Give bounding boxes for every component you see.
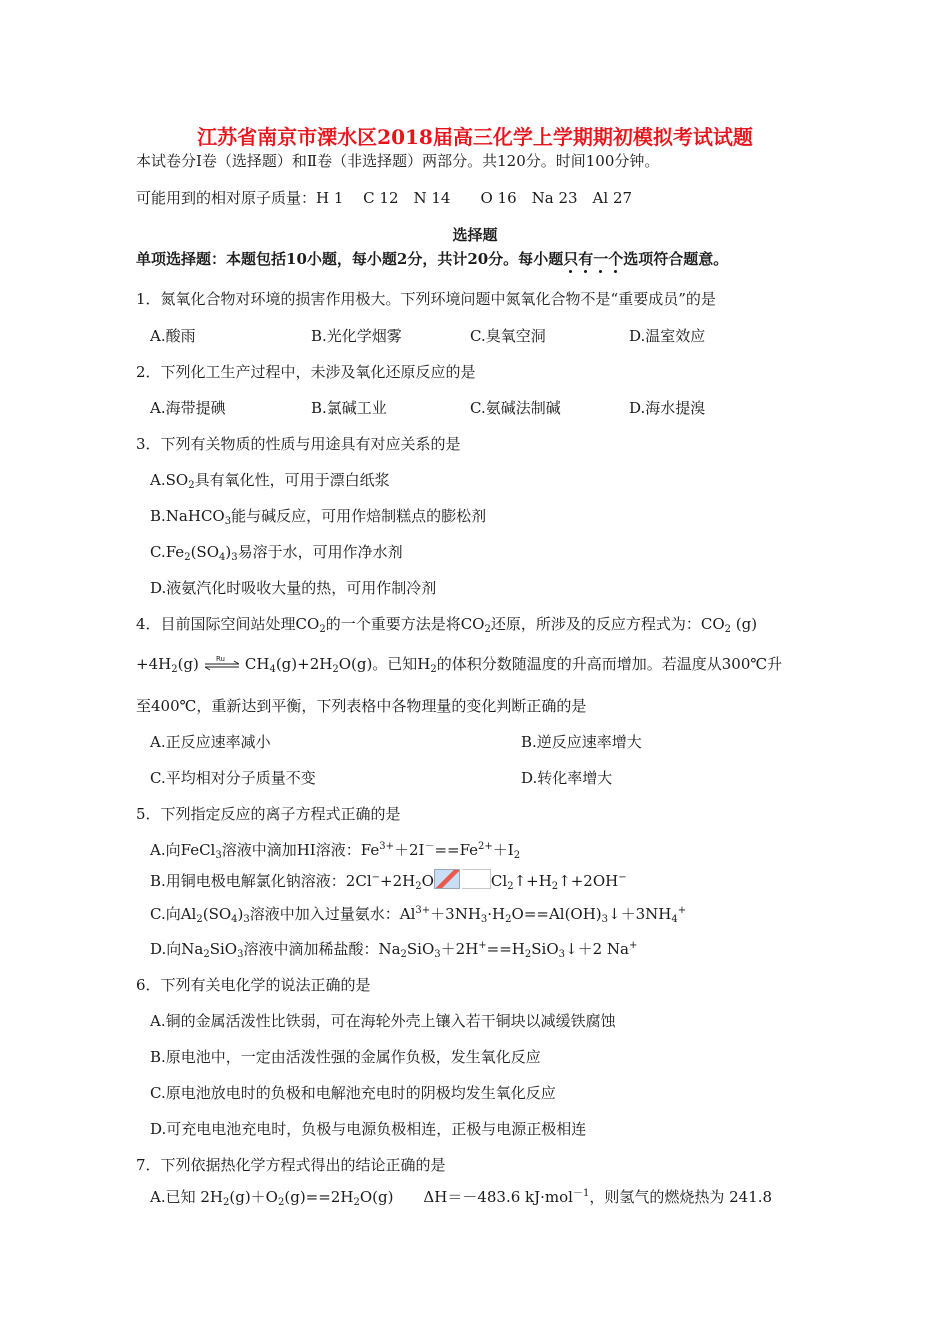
q5-stem: 5．下列指定反应的离子方程式正确的是 <box>136 805 401 823</box>
q1-option-b: B.光化学烟雾 <box>311 327 402 345</box>
q6-option-c: C.原电池放电时的负极和电解池充电时的阴极均发生氧化反应 <box>150 1084 556 1102</box>
q1-option-a: A.酸雨 <box>150 327 196 345</box>
exam-title: 江苏省南京市溧水区2018届高三化学上学期期初模拟考试试题 <box>197 125 753 149</box>
q5-option-d: D.向$Na_2SiO_3$溶液中滴加稀盐酸：$Na_2SiO_3+2H^+==H_2SiO_3↓+2$ Na+ <box>150 940 638 960</box>
q2-option-a: A.海带提碘 <box>150 399 226 417</box>
q4-stem-line-3: 至400℃，重新达到平衡，下列表格中各物理量的变化判断正确的是 <box>136 697 587 715</box>
section-heading: 选择题 <box>452 226 498 244</box>
q2-option-d: D.海水提溴 <box>629 399 706 417</box>
q3-option-b: B.NaHCO$_3$能与碱反应，可用作焙制糕点的膨松剂 <box>150 507 487 527</box>
q2-option-b: B.氯碱工业 <box>311 399 387 417</box>
q7-option-a: A.已知 $2H_2(g)+O_2(g)==2H_2O(g)$ ΔH＝－483.6 kJ·mol$^{-1}$，则氢气的燃烧热为 241.8 <box>150 1188 773 1208</box>
q6-option-a: A.铜的金属活泼性比铁弱，可在海轮外壳上镶入若干铜块以减缓铁腐蚀 <box>150 1012 616 1030</box>
q1-option-d: D.温室效应 <box>629 327 706 345</box>
q4-option-a: A.正反应速率减小 <box>150 733 271 751</box>
q6-option-b: B.原电池中，一定由活泼性强的金属作负极，发生氧化反应 <box>150 1048 541 1066</box>
broken-image-icon <box>434 869 460 889</box>
instruction-text-b: 选项符合题意。 <box>623 250 729 268</box>
q3-option-d: D.液氨汽化时吸收大量的热，可用作制冷剂 <box>150 579 437 597</box>
q4-option-c: C.平均相对分子质量不变 <box>150 769 316 787</box>
q4-option-d: D.转化率增大 <box>521 769 613 787</box>
q2-option-c: C.氨碱法制碱 <box>470 399 561 417</box>
q6-option-d: D.可充电电池充电时，负极与电源负极相连，正极与电源正极相连 <box>150 1120 587 1138</box>
q3-option-c: $C.Fe_2(SO_4)_3$易溶于水，可用作净水剂 <box>150 543 403 563</box>
q3-option-a: $A.SO_2$具有氧化性，可用于漂白纸浆 <box>150 471 390 491</box>
q4-stem-line-1: 4．目前国际空间站处理$CO_2$的一个重要方法是将$CO_2$还原，所涉及的反应方程式为：$CO_2$ (g) <box>136 615 758 635</box>
q2-stem: 2．下列化工生产过程中，未涉及氧化还原反应的是 <box>136 363 476 381</box>
q4-stem-line-2: $+4H_2(g)$ Ru $CH_4(g)+2H_2O(g)$。已知$H_2$的体积分数随温度的升高而增加。若温度从300℃升 <box>136 655 783 675</box>
q5-option-b: B.用铜电极电解氯化钠溶液：$2Cl^-+2H_2O$ $Cl_2↑+H_2↑+2OH^-$ <box>150 869 627 891</box>
emphasis-char: 只 <box>563 250 579 268</box>
image-placeholder <box>462 869 491 889</box>
intro-line-2: 可能用到的相对原子质量：H 1 C 12 N 14 O 16 Na 23 Al 27 <box>136 189 633 207</box>
reversible-arrow-icon <box>203 654 241 672</box>
emphasis-char: 个 <box>608 250 624 268</box>
q1-stem: 1．氮氧化合物对环境的损害作用极大。下列环境问题中氮氧化合物不是“重要成员”的是 <box>136 290 716 308</box>
q7-stem: 7．下列依据热化学方程式得出的结论正确的是 <box>136 1156 446 1174</box>
q4-option-b: B.逆反应速率增大 <box>521 733 642 751</box>
instruction-text-a: 单项选择题：本题包括10小题，每小题2分，共计20分。每小题 <box>136 250 564 268</box>
q5-option-a: A.向FeCl$_3$溶液中滴加HI溶液：$Fe^{3+}+2I^-==Fe^{2+}+I_2$ <box>150 841 521 861</box>
catalyst-label: Ru <box>215 655 225 663</box>
q5-option-c: C.向$Al_2(SO_4)_3$溶液中加入过量氨水：$Al^{3+}+3NH_3\cdot H_2O==Al(OH)_3↓+3NH_4^+$ <box>150 905 687 925</box>
q3-stem: 3．下列有关物质的性质与用途具有对应关系的是 <box>136 435 461 453</box>
q1-option-c: C.臭氧空洞 <box>470 327 546 345</box>
emphasis-char: 一 <box>593 250 609 268</box>
section-instruction <box>136 249 728 269</box>
q6-stem: 6．下列有关电化学的说法正确的是 <box>136 976 371 994</box>
emphasis-char: 有 <box>578 250 594 268</box>
intro-line-1: 本试卷分Ⅰ卷（选择题）和Ⅱ卷（非选择题）两部分。共120分。时间100分钟。 <box>136 152 660 170</box>
